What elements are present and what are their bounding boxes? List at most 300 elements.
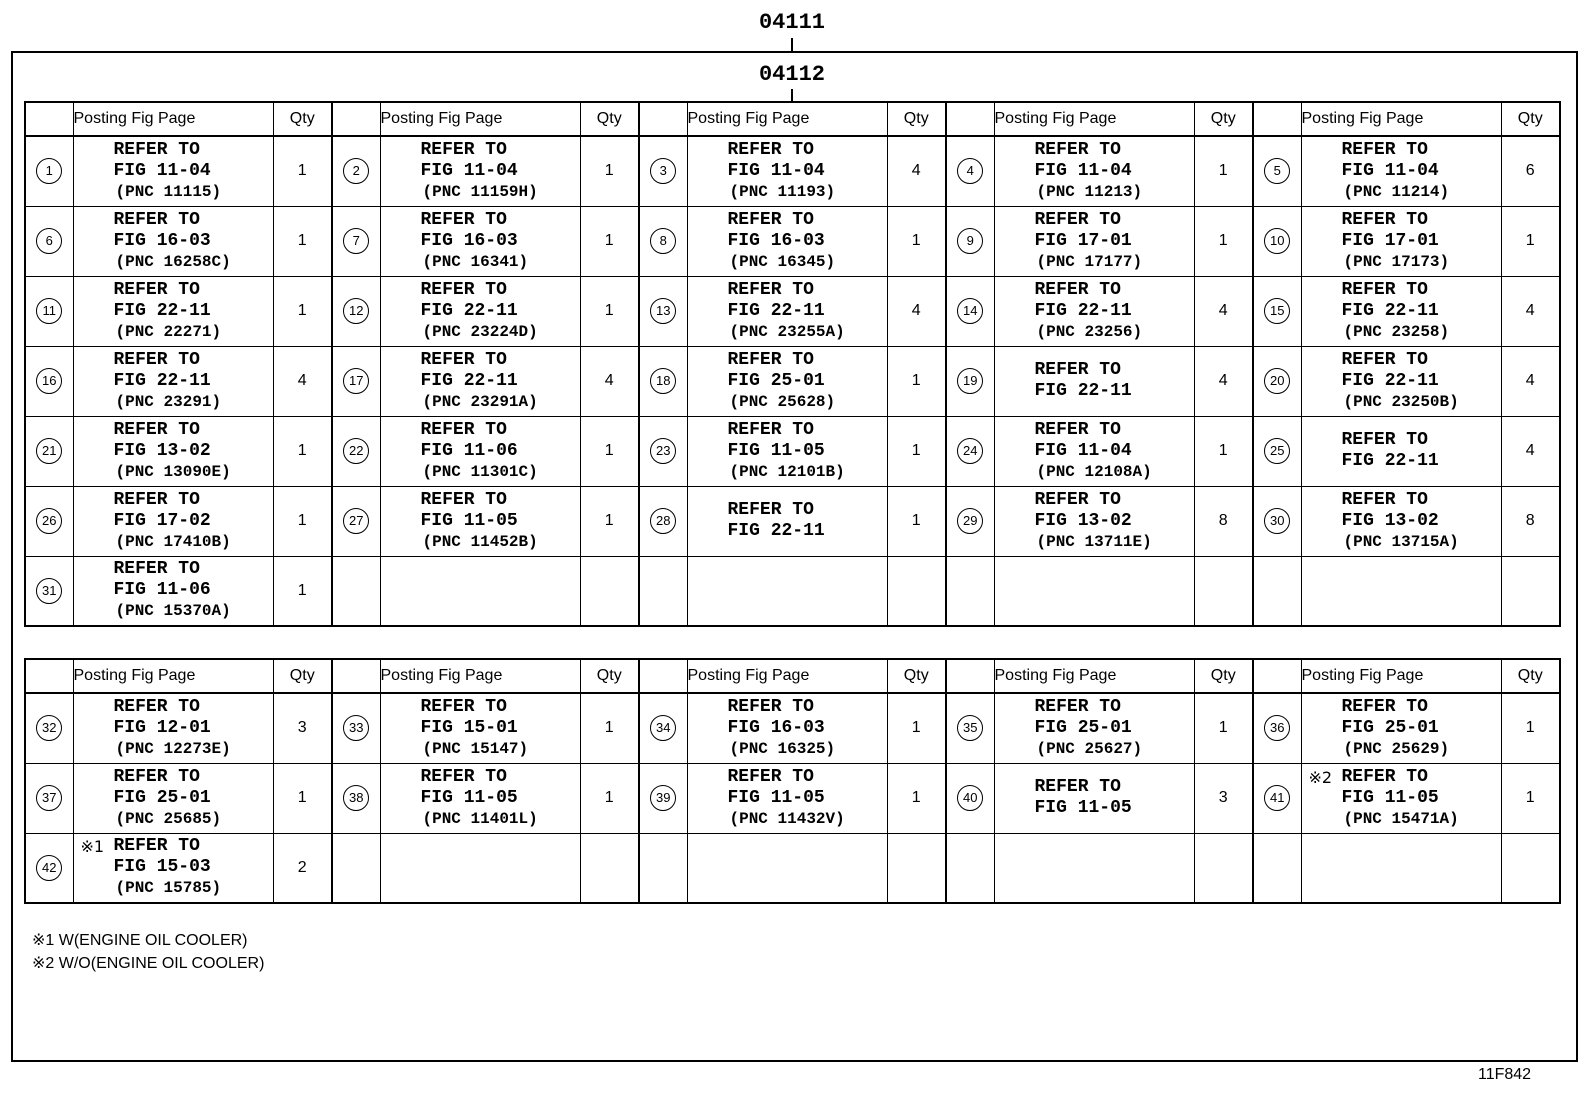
- leader-line-inner: [791, 89, 793, 101]
- qty-value: 1: [297, 789, 307, 806]
- ref-number-badge: 19: [957, 368, 983, 394]
- ref-number-badge: 14: [957, 298, 983, 324]
- qty-value: 1: [1525, 232, 1535, 249]
- posting-fig-page-cell: [994, 556, 1194, 626]
- ref-number-badge: 33: [343, 715, 369, 741]
- fig-reference: FIG 17-01: [1341, 230, 1439, 251]
- ref-number-badge: 16: [36, 368, 62, 394]
- pnc-number: (PNC 23255A): [729, 322, 845, 341]
- refer-to-label: REFER TO: [1341, 139, 1428, 160]
- qty-value: 3: [297, 719, 307, 737]
- pnc-number: (PNC 25685): [115, 809, 222, 828]
- header-posting-fig-page: Posting Fig Page: [380, 659, 580, 693]
- header-posting-fig-page: Posting Fig Page: [73, 659, 273, 693]
- ref-number-badge: 22: [343, 438, 369, 464]
- header-row: [25, 102, 1560, 136]
- ref-number-cell: [25, 346, 73, 416]
- qty-value: 1: [604, 162, 614, 180]
- posting-fig-page-cell: [687, 556, 887, 626]
- fig-reference: FIG 17-01: [1034, 230, 1132, 251]
- ref-number-cell: [946, 556, 994, 626]
- ref-number-cell: [639, 206, 687, 276]
- posting-fig-page-cell: [687, 833, 887, 903]
- qty-value: 1: [604, 719, 614, 737]
- refer-to-label: REFER TO: [113, 559, 200, 580]
- table-row: [25, 693, 1560, 763]
- qty-cell: [1501, 206, 1560, 276]
- posting-fig-page-cell: [73, 763, 273, 833]
- refer-to-text: [995, 360, 1194, 402]
- ref-number-badge: 32: [36, 715, 62, 741]
- ref-number-badge: 27: [343, 508, 369, 534]
- header-posting-fig-page: Posting Fig Page: [380, 102, 580, 136]
- refer-to-text: [74, 767, 273, 830]
- refer-to-label: REFER TO: [727, 279, 814, 300]
- ref-number-cell: [1253, 346, 1301, 416]
- qty-value: 1: [604, 789, 614, 806]
- posting-fig-page-cell: [73, 833, 273, 903]
- pnc-number: (PNC 15471A): [1343, 809, 1459, 828]
- refer-to-text: [74, 210, 273, 273]
- refer-to-text: [688, 210, 887, 273]
- ref-number-badge: 25: [1264, 438, 1290, 464]
- refer-to-text: [381, 697, 580, 760]
- refer-to-label: REFER TO: [1341, 209, 1428, 230]
- fig-reference: FIG 22-11: [727, 300, 825, 321]
- posting-fig-page-cell: [380, 693, 580, 763]
- ref-number-badge: 36: [1264, 715, 1290, 741]
- ref-number-cell: [639, 416, 687, 486]
- posting-fig-page-cell: [994, 136, 1194, 206]
- fig-reference: FIG 11-05: [727, 787, 825, 808]
- fig-reference: FIG 22-11: [1034, 300, 1132, 321]
- refer-to-text: [1302, 767, 1501, 830]
- ref-number-cell: [332, 136, 380, 206]
- qty-cell: [887, 136, 946, 206]
- qty-cell: [273, 346, 332, 416]
- pnc-number: (PNC 15785): [115, 879, 222, 898]
- header-qty: Qty: [887, 659, 946, 693]
- ref-number-cell: [25, 486, 73, 556]
- pnc-number: (PNC 23291A): [422, 392, 538, 411]
- ref-number-cell: [25, 206, 73, 276]
- qty-value: 1: [297, 302, 307, 319]
- refer-to-label: REFER TO: [1034, 696, 1121, 717]
- refer-to-text: [381, 210, 580, 273]
- ref-number-cell: [1253, 763, 1301, 833]
- ref-number-cell: [332, 833, 380, 903]
- refer-to-text: [1302, 210, 1501, 273]
- pnc-number: (PNC 16341): [422, 252, 529, 271]
- posting-fig-page-cell: [687, 486, 887, 556]
- qty-cell: [1501, 416, 1560, 486]
- qty-value: 6: [1525, 162, 1535, 180]
- ref-number-cell: [332, 693, 380, 763]
- header-num-cell: [25, 102, 73, 136]
- posting-fig-page-cell: [73, 276, 273, 346]
- refer-to-label: REFER TO: [1034, 489, 1121, 510]
- header-row: [25, 659, 1560, 693]
- refer-to-label: REFER TO: [727, 139, 814, 160]
- ref-number-cell: [25, 136, 73, 206]
- posting-fig-page-cell: [687, 416, 887, 486]
- qty-cell: [887, 346, 946, 416]
- refer-to-text: [688, 350, 887, 413]
- fig-reference: FIG 22-11: [1034, 381, 1132, 401]
- fig-reference: FIG 11-06: [113, 580, 211, 601]
- table-row: [25, 416, 1560, 486]
- qty-cell: [1501, 693, 1560, 763]
- ref-number-cell: [25, 833, 73, 903]
- ref-number-cell: [25, 693, 73, 763]
- pnc-number: (PNC 13711E): [1036, 532, 1152, 551]
- ref-number-cell: [946, 206, 994, 276]
- refer-to-label: REFER TO: [113, 139, 200, 160]
- table-row: [25, 206, 1560, 276]
- fig-reference: FIG 12-01: [113, 717, 211, 738]
- pnc-number: (PNC 11193): [729, 182, 836, 201]
- header-qty: Qty: [273, 659, 332, 693]
- qty-cell: [273, 833, 332, 903]
- table-row: [25, 486, 1560, 556]
- fig-reference: FIG 13-02: [113, 440, 211, 461]
- qty-value: 1: [297, 512, 307, 529]
- fig-reference: FIG 11-04: [727, 160, 825, 181]
- ref-number-badge: 8: [650, 228, 676, 254]
- ref-number-cell: [332, 556, 380, 626]
- posting-fig-page-cell: [73, 416, 273, 486]
- table-row: [25, 833, 1560, 903]
- refer-to-label: REFER TO: [1341, 696, 1428, 717]
- posting-fig-page-cell: [380, 833, 580, 903]
- footnote-1: ※1 W(ENGINE OIL COOLER): [32, 932, 248, 949]
- header-qty: Qty: [1501, 102, 1560, 136]
- refer-to-text: [688, 767, 887, 830]
- assembly-code-inner: 04112: [758, 62, 825, 87]
- refer-to-label: REFER TO: [420, 279, 507, 300]
- refer-to-label: REFER TO: [113, 279, 200, 300]
- pnc-number: (PNC 12273E): [115, 739, 231, 758]
- ref-number-badge: 4: [957, 158, 983, 184]
- qty-value: 4: [1525, 302, 1535, 319]
- posting-fig-page-cell: [994, 346, 1194, 416]
- fig-reference: FIG 16-03: [727, 717, 825, 738]
- ref-number-badge: 40: [957, 785, 983, 811]
- ref-number-badge: 10: [1264, 228, 1290, 254]
- fig-reference: FIG 17-02: [113, 510, 211, 531]
- qty-cell: [887, 206, 946, 276]
- qty-cell: [1194, 346, 1253, 416]
- pnc-number: (PNC 23256): [1036, 322, 1143, 341]
- refer-to-label: REFER TO: [1034, 139, 1121, 160]
- pnc-number: (PNC 12101B): [729, 462, 845, 481]
- ref-number-badge: 6: [36, 228, 62, 254]
- qty-cell: [580, 346, 639, 416]
- qty-value: 1: [911, 232, 921, 249]
- posting-fig-page-cell: [1301, 276, 1501, 346]
- fig-reference: FIG 25-01: [1034, 717, 1132, 738]
- ref-number-cell: [1253, 276, 1301, 346]
- ref-number-badge: 2: [343, 158, 369, 184]
- refer-to-label: REFER TO: [727, 419, 814, 440]
- header-qty: Qty: [887, 102, 946, 136]
- ref-number-badge: 29: [957, 508, 983, 534]
- fig-reference: FIG 22-11: [727, 521, 825, 541]
- ref-number-cell: [946, 833, 994, 903]
- qty-cell: [580, 763, 639, 833]
- header-posting-fig-page: Posting Fig Page: [1301, 102, 1501, 136]
- ref-number-badge: 20: [1264, 368, 1290, 394]
- refer-to-label: REFER TO: [420, 696, 507, 717]
- ref-number-badge: 38: [343, 785, 369, 811]
- posting-fig-page-cell: [1301, 693, 1501, 763]
- refer-to-text: [381, 420, 580, 483]
- leader-line-outer: [791, 38, 793, 51]
- ref-number-badge: 9: [957, 228, 983, 254]
- qty-value: 1: [604, 512, 614, 529]
- posting-fig-page-cell: [994, 276, 1194, 346]
- qty-value: 4: [911, 162, 921, 180]
- header-num-cell: [946, 659, 994, 693]
- pnc-number: (PNC 16345): [729, 252, 836, 271]
- pnc-number: (PNC 13090E): [115, 462, 231, 481]
- ref-number-cell: [1253, 486, 1301, 556]
- refer-to-label: REFER TO: [420, 766, 507, 787]
- refer-to-text: [1302, 350, 1501, 413]
- qty-value: 1: [297, 232, 307, 249]
- refer-to-text: [688, 697, 887, 760]
- pnc-number: (PNC 13715A): [1343, 532, 1459, 551]
- refer-to-label: REFER TO: [420, 209, 507, 230]
- qty-cell: [580, 416, 639, 486]
- ref-number-cell: [639, 346, 687, 416]
- refer-to-text: [74, 559, 273, 622]
- qty-value: 1: [604, 442, 614, 459]
- ref-number-badge: 17: [343, 368, 369, 394]
- header-num-cell: [332, 659, 380, 693]
- refer-to-text: [1302, 430, 1501, 472]
- header-num-cell: [25, 659, 73, 693]
- qty-cell: [1501, 486, 1560, 556]
- table-row: [25, 556, 1560, 626]
- header-qty: Qty: [273, 102, 332, 136]
- footnote-2: ※2 W/O(ENGINE OIL COOLER): [32, 955, 265, 972]
- ref-number-cell: [946, 136, 994, 206]
- refer-to-text: [688, 280, 887, 343]
- ref-number-badge: 31: [36, 578, 62, 604]
- ref-number-badge: 18: [650, 368, 676, 394]
- posting-fig-page-cell: [994, 833, 1194, 903]
- qty-cell: [887, 486, 946, 556]
- qty-cell: [1194, 206, 1253, 276]
- qty-value: 8: [1218, 512, 1228, 529]
- posting-fig-page-cell: [994, 763, 1194, 833]
- refer-to-text: [74, 836, 273, 899]
- ref-number-cell: [332, 276, 380, 346]
- pnc-number: (PNC 11432V): [729, 809, 845, 828]
- refer-to-label: REFER TO: [1341, 489, 1428, 510]
- refer-to-text: [381, 767, 580, 830]
- fig-reference: FIG 13-02: [1341, 510, 1439, 531]
- refer-to-label: REFER TO: [1034, 209, 1121, 230]
- refer-to-text: [381, 350, 580, 413]
- refer-to-text: [995, 697, 1194, 760]
- fig-reference: FIG 11-05: [727, 440, 825, 461]
- ref-number-cell: [946, 693, 994, 763]
- fig-reference: FIG 11-05: [1341, 787, 1439, 808]
- posting-fig-page-cell: [1301, 556, 1501, 626]
- pnc-number: (PNC 11213): [1036, 182, 1143, 201]
- fig-reference: FIG 25-01: [1341, 717, 1439, 738]
- ref-number-cell: [946, 416, 994, 486]
- refer-to-label: REFER TO: [1034, 419, 1121, 440]
- refer-to-text: [1302, 140, 1501, 203]
- refer-to-label: REFER TO: [727, 349, 814, 370]
- pnc-number: (PNC 15147): [422, 739, 529, 758]
- qty-value: 1: [911, 442, 921, 459]
- refer-to-text: [74, 280, 273, 343]
- refer-to-text: [995, 140, 1194, 203]
- qty-cell: [1501, 833, 1560, 903]
- fig-reference: FIG 16-03: [727, 230, 825, 251]
- ref-number-cell: [1253, 206, 1301, 276]
- posting-fig-page-cell: [380, 346, 580, 416]
- assembly-code-outer: 04111: [758, 10, 825, 35]
- fig-reference: FIG 22-11: [1341, 300, 1439, 321]
- refer-to-text: [995, 490, 1194, 553]
- pnc-number: (PNC 17177): [1036, 252, 1143, 271]
- qty-value: 1: [297, 162, 307, 180]
- posting-fig-page-cell: [1301, 206, 1501, 276]
- ref-number-badge: 7: [343, 228, 369, 254]
- qty-cell: [1501, 763, 1560, 833]
- qty-value: 8: [1525, 512, 1535, 529]
- refer-to-text: [688, 500, 887, 542]
- pnc-number: (PNC 17410B): [115, 532, 231, 551]
- fig-reference: FIG 22-11: [1341, 451, 1439, 471]
- ref-number-cell: [1253, 833, 1301, 903]
- ref-number-cell: [946, 763, 994, 833]
- fig-reference: FIG 15-01: [420, 717, 518, 738]
- pnc-number: (PNC 17173): [1343, 252, 1450, 271]
- refer-to-text: [1302, 280, 1501, 343]
- qty-cell: [887, 556, 946, 626]
- posting-fig-page-cell: [687, 136, 887, 206]
- posting-fig-page-cell: [1301, 486, 1501, 556]
- ref-number-cell: [25, 556, 73, 626]
- posting-fig-page-cell: [380, 276, 580, 346]
- qty-value: 1: [1218, 719, 1228, 737]
- ref-number-cell: [25, 276, 73, 346]
- ref-number-badge: 41: [1264, 785, 1290, 811]
- pnc-number: (PNC 25627): [1036, 739, 1143, 758]
- pnc-number: (PNC 23224D): [422, 322, 538, 341]
- qty-cell: [1194, 556, 1253, 626]
- ref-number-cell: [332, 346, 380, 416]
- refer-to-label: REFER TO: [727, 209, 814, 230]
- footnote-mark: ※1: [80, 837, 105, 857]
- qty-cell: [887, 763, 946, 833]
- ref-number-cell: [25, 416, 73, 486]
- header-qty: Qty: [580, 659, 639, 693]
- qty-value: 1: [604, 232, 614, 249]
- qty-value: 3: [1218, 789, 1228, 806]
- fig-reference: FIG 11-04: [1034, 440, 1132, 461]
- qty-cell: [1194, 833, 1253, 903]
- pnc-number: (PNC 16325): [729, 739, 836, 758]
- pnc-number: (PNC 11115): [115, 182, 222, 201]
- fig-reference: FIG 22-11: [1341, 370, 1439, 391]
- posting-fig-page-cell: [1301, 763, 1501, 833]
- ref-number-badge: 28: [650, 508, 676, 534]
- header-num-cell: [639, 102, 687, 136]
- qty-cell: [273, 136, 332, 206]
- fig-reference: FIG 25-01: [727, 370, 825, 391]
- qty-value: 1: [911, 512, 921, 529]
- ref-number-cell: [25, 763, 73, 833]
- header-qty: Qty: [580, 102, 639, 136]
- fig-reference: FIG 11-04: [420, 160, 518, 181]
- header-posting-fig-page: Posting Fig Page: [994, 659, 1194, 693]
- refer-to-text: [688, 140, 887, 203]
- ref-number-cell: [332, 763, 380, 833]
- pnc-number: (PNC 23258): [1343, 322, 1450, 341]
- ref-number-cell: [1253, 416, 1301, 486]
- posting-fig-page-cell: [687, 206, 887, 276]
- refer-to-text: [381, 490, 580, 553]
- refer-to-label: REFER TO: [1341, 766, 1428, 787]
- header-num-cell: [1253, 102, 1301, 136]
- ref-number-badge: 3: [650, 158, 676, 184]
- qty-value: 4: [1218, 372, 1228, 389]
- qty-value: 4: [297, 372, 307, 389]
- qty-cell: [887, 693, 946, 763]
- qty-cell: [1194, 416, 1253, 486]
- table-row: [25, 276, 1560, 346]
- ref-number-cell: [639, 763, 687, 833]
- ref-number-cell: [639, 833, 687, 903]
- fig-reference: FIG 13-02: [1034, 510, 1132, 531]
- posting-fig-page-cell: [73, 346, 273, 416]
- refer-to-label: REFER TO: [420, 419, 507, 440]
- posting-fig-page-cell: [687, 276, 887, 346]
- posting-fig-page-cell: [73, 693, 273, 763]
- refer-to-text: [381, 140, 580, 203]
- pnc-number: (PNC 25629): [1343, 739, 1450, 758]
- posting-fig-page-cell: [1301, 833, 1501, 903]
- ref-number-badge: 35: [957, 715, 983, 741]
- pnc-number: (PNC 12108A): [1036, 462, 1152, 481]
- fig-reference: FIG 22-11: [113, 370, 211, 391]
- qty-cell: [273, 556, 332, 626]
- qty-value: 1: [1218, 162, 1228, 180]
- posting-fig-page-cell: [380, 416, 580, 486]
- refer-to-label: REFER TO: [1341, 279, 1428, 300]
- ref-number-badge: 30: [1264, 508, 1290, 534]
- qty-value: 1: [911, 789, 921, 806]
- ref-number-cell: [639, 276, 687, 346]
- refer-to-label: REFER TO: [727, 696, 814, 717]
- qty-cell: [273, 763, 332, 833]
- qty-cell: [1501, 346, 1560, 416]
- refer-to-text: [74, 350, 273, 413]
- posting-fig-page-cell: [73, 136, 273, 206]
- pnc-number: (PNC 25628): [729, 392, 836, 411]
- qty-cell: [1194, 693, 1253, 763]
- posting-fig-page-cell: [73, 556, 273, 626]
- qty-cell: [580, 556, 639, 626]
- qty-value: 1: [297, 581, 307, 599]
